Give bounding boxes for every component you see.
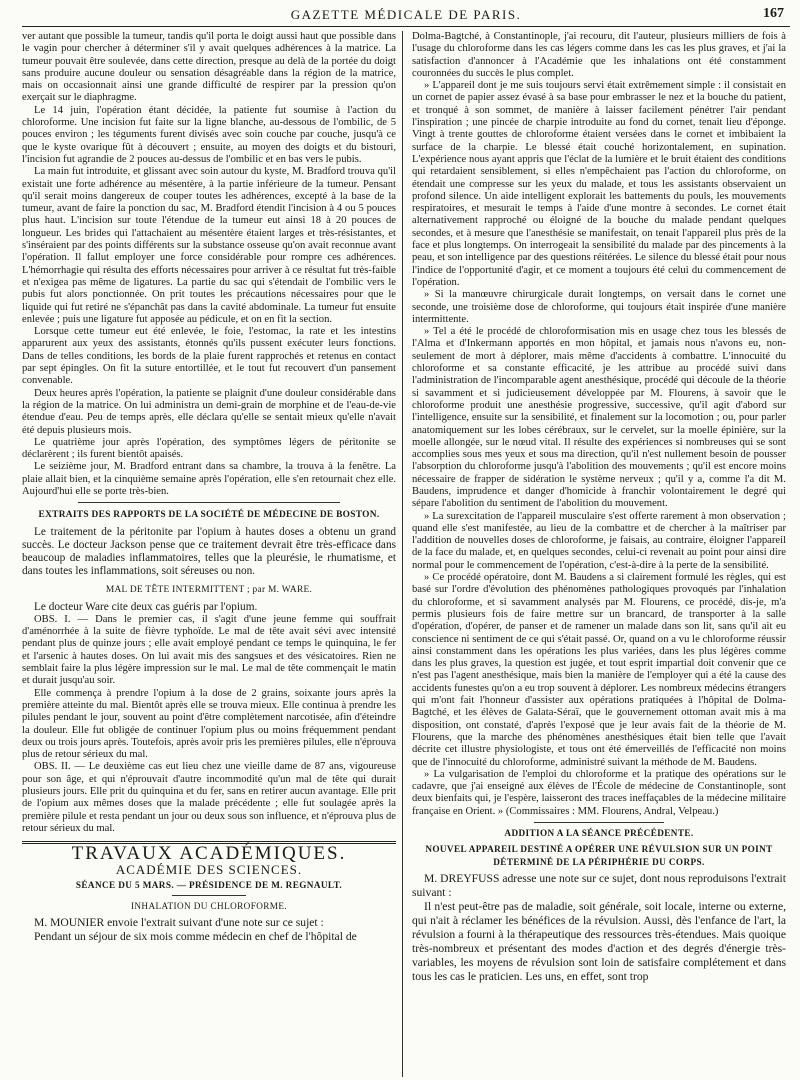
paragraph: Deux heures après l'opération, la patiente se plaignit d'une douleur considérable dans la région de la matrice. On lui administra un demi-grain de morphine et de l'eau-de-vie étendue d'eau. Peu de temps après, elle déclara qu'elle se sentait mieux qu'elle n'avait été depuis plusieurs mois.	[22, 387, 396, 436]
paragraph: Lorsque cette tumeur eut été enlevée, le foie, l'estomac, la rate et les intestins apparurent aux yeux des assistants, étonnés qu'ils pussent exécuter leurs fonctions. Dans de telles conditions, les bords de la plaie furent rapprochés et retenus en contact par sept épingles. On fit la suture entortillée, et le tout fut recouvert d'un pansement convenable.	[22, 326, 396, 387]
paragraph: » La vulgarisation de l'emploi du chloroforme et la pratique des opérations sur le cadavre, que j'ai enseigné aux élèves de l'École de médecine de Constantinople, sont deux bienfaits qui, je l'espère, laisseront des traces ineffaçables de la médecine militaire française en Orient. » (Commissaires : MM. Flourens, Andral, Velpeau.)	[412, 768, 786, 817]
paragraph: ver autant que possible la tumeur, tandis qu'il porta le doigt aussi haut que possible dans le vagin pour chercher à déterminer s'il y avait quelques adhérences à la matrice. La tumeur pouvait être soulevée, dans cette direction, presque au delà de la portée du doigt sans produire aucune douleur ou sensation désagréable dans la région de la matrice, mais on occasionnait ainsi une grande difficulté de respirer par la pression qu'on exerçait sur le diaphragme.	[22, 31, 396, 104]
paragraph: Le 14 juin, l'opération étant décidée, la patiente fut soumise à l'action du chloroforme. Une incision fut faite sur la ligne blanche, au-dessous de l'ombilic, de 5 pouces environ ; les téguments furent divisés avec soin couche par couche, jusqu'à ce que le kyste ovarique fût à découvert ; ensuite, au moyen des doigts et du bistouri, l'incision fut agrandie de 2 pouces au-dessus de l'ombilic et en bas vers le pubis.	[22, 104, 396, 165]
paragraph: » L'appareil dont je me suis toujours servi était extrêmement simple : il consistait en un cornet de papier assez évasé à sa base pour embrasser le nez et la bouche du patient, et tronqué à son sommet, de manière à laisser facilement pénétrer l'air pendant l'inspiration ; une pincée de charpie introduite au fond du cornet, tenait lieu d'éponge. Vingt à trente gouttes de chloroforme étaient versées dans le cornet et imbibaient la surface de la charpie. Le blessé était couché horizontalement, en supination. L'expérience nous ayant appris que l'éclat de la lumière et le bruit étaient des conditions qui retardaient sensiblement, si elles n'empêchaient pas l'action du chloroforme, on étendait une compresse sur les yeux du malade, et tous les assistants observaient un profond silence. Un aide intelligent explorait les battements du pouls, les mouvements respiratoires, et mesurait le temps à l'aide d'une montre à secondes. Le cornet était alternativement rapproché ou éloigné de la bouche du malade pendant quelques secondes, et à mesure que l'anesthésie se manifestait, on tenait l'appareil plus près de la face et plus longtemps. On interrogeait la sensibilité du malade par des pincements à la peau, et son intelligence par des questions réitérées. Le silence du blessé était pour nous l'indice de l'opportunité d'agir, et ce moment a toujours été celui du commencement de l'opération.	[412, 80, 786, 288]
observation-paragraph: Elle commença à prendre l'opium à la dose de 2 grains, soixante jours après la première atteinte du mal. Bientôt après elle se trouva mieux. Elle continua à prendre les pilules pendant le jour, souvent au point d'être complètement narcotisée, afin d'éteindre la douleur. Elle fut obligée de continuer l'opium plus ou moins fréquemment pendant deux ou trois jours après. Toutefois, après avoir pris les premières pilules, elle n'éprouva plus de retour sérieux du mal.	[22, 687, 397, 761]
paragraph: M. DREYFUSS adresse une note sur ce sujet, dont nous reproduisons l'extrait suivant :	[412, 871, 786, 899]
lead-paragraph: Le docteur Ware cite deux cas guéris par l'opium.	[34, 600, 258, 613]
academie-title: ACADÉMIE DES SCIENCES.	[115, 861, 303, 877]
right-column	[410, 31, 786, 1077]
paragraph: Le quatrième jour après l'opération, des symptômes légers de péritonite se déclarèrent ; ils furent bientôt apaisés.	[22, 436, 396, 461]
paragraph: Dolma-Bagtché, à Constantinople, j'ai recouru, dit l'auteur, plusieurs milliers de fois à l'usage du chloroforme dans les cas légers comme dans les cas les plus graves, et j'ai la satisfaction d'annoncer à l'Académie que les inhalations ont été constamment couronnées du succès le plus complet.	[412, 31, 786, 79]
column-rule	[402, 31, 403, 1077]
nouvel-appareil-heading: NOUVEL APPAREIL DESTINÉ A OPÉRER UNE RÉVULSION SUR UN POINT DÉTERMINÉ DE LA PÉRIPHÉRIE DU CORPS.	[425, 844, 773, 867]
paragraph: » La surexcitation de l'appareil musculaire s'est offerte rarement à mon observation ; quand elle s'est manifestée, au lieu de la combattre et de chercher à la maîtriser par l'addition de nouvelles doses de chloroforme, je faisais, au contraire, éloigner l'appareil de la face du malade, et, en quelques secondes, celui-ci revenait au point pour ainsi dire normal pour le commencement de l'opération, c'est-à-dire à la perte de la sensibilité.	[412, 510, 786, 571]
two-column-body	[22, 31, 790, 1077]
observation-paragraph: OBS. I. — Dans le premier cas, il s'agit d'une jeune femme qui souffrait d'aménorrhée à la suite de fièvre typhoïde. Le mal de tête avait sévi avec intensité pendant plus de quinze jours ; elle avait employé pendant ce temps le quinquina, le fer et l'arsenic à hautes doses. On lui avait mis des sangsues et des vésicatoires. Rien ne semblait faire la plus légère impression sur le mal. Le mal de tête commençait le matin et durait jusqu'au soir.	[22, 613, 396, 687]
travaux-title: TRAVAUX ACADÉMIQUES.	[71, 843, 347, 865]
divider	[534, 822, 665, 823]
paragraph: » Si la manœuvre chirurgicale durait longtemps, on versait dans le cornet une seconde, une troisième dose de chloroforme, qui toujours était inspirée d'une manière intermittente.	[412, 289, 786, 325]
lead-paragraph: Le traitement de la péritonite par l'opium à hautes doses a obtenu un grand succès. Le docteur Jackson pense que ce traitement devrait être très-efficace dans beaucoup de maladies inflammatoires, telles que la pleurésie, le rhumatisme, et dans toutes les inflammations, soit séreuses ou non.	[22, 525, 396, 578]
journal-title: GAZETTE MÉDICALE DE PARIS.	[290, 7, 522, 22]
paragraph: La main fut introduite, et glissant avec soin autour du kyste, M. Bradford trouva qu'il existait une forte adhérence au mésentère, à la partie inférieure de la tumeur. Pensant qu'il serait moins dangereux de couper toutes les adhérences, excepté à la base de la tumeur, avant de faire la ponction du sac, M. Bradford étendit l'incision à 4 ou 5 pouces plus haut. L'incision sur toute l'étendue de la tumeur eut ainsi 18 à 20 pouces de longueur. Les brides qui l'attachaient au mésentère étaient larges et très-résistantes, et s'inséraient par des points différents sur la substance osseuse qu'on avait reconnue avant l'opération. Il fallut employer une force considérable pour rompre ces adhérences. L'hémorrhagie qui résulta des efforts nécessaires pour arriver à ce résultat fut très-faible et n'exigea pas même de ligatures. La partie du sac qui s'étendait de l'ombilic vers le pubis fut alors ponctionnée. On prit toutes les précautions nécessaires pour que le liquide qui fut retiré ne s'épanchât pas dans la cavité abdominale. La tumeur fut ensuite enlevée ; puis une ligature fut apposée au pédicule, et on en fit la section.	[22, 166, 396, 325]
paragraph: Le seizième jour, M. Bradford entrant dans sa chambre, la trouva à la fenêtre. La plaie allait bien, et la cinquième semaine après l'opération, elle s'en retournait chez elle. Aujourd'hui elle se porte très-bien.	[22, 461, 396, 497]
paragraph: » Ce procédé opératoire, dont M. Baudens a si clairement formulé les règles, qui est basé sur l'ordre d'évolution des phénomènes pathologiques provoqués par l'inhalation du chloroforme, et si savamment analysés par M. Flourens, ce procédé, dis-je, m'a permis plusieurs fois de faire mettre sur un brancard, de transporter à la salle d'opération, d'opérer, de panser et de ramener un malade dans son lit, sans qu'il ait eu conscience ni sentiment de ce qui s'était passé. Or, quand on a vu le chloroforme réussir ainsi constamment dans les opérations les plus variées, dans les plus légères comme dans les plus graves, la question est jugée, et tout esprit impartial doit convenir que ce n'est pas l'agent anesthésique, mais bien la manière de l'employer qui a été la cause des accidents funestes qu'on a eu trop souvent à déplorer. Les nombreux médecins étrangers qui m'ont fait l'honneur d'assister aux opérations pratiquées à l'hôpital de Dolma-Bagtché, et les élèves de Galata-Séraï, que le gouvernement ottoman avait mis à ma disposition, ont constaté, d'après l'exposé que je leur avais fait de la théorie de M. Flourens, que la marche des phénomènes anesthésiques était bien telle que l'avait décrite cet illustre physiologiste, et tous ont été émerveillés de l'efficacité non moins que de l'innocuité du chloroforme, administré suivant la méthode de M. Baudens.	[412, 572, 786, 768]
seance-heading: SÉANCE DU 5 MARS. — PRÉSIDENCE DE M. REGNAULT.	[75, 879, 343, 890]
left-column	[22, 31, 402, 1077]
divider	[172, 895, 247, 896]
divider	[78, 502, 340, 503]
page-number: 167	[763, 6, 784, 21]
paragraph: Il n'est peut-être pas de maladie, soit générale, soit locale, interne ou externe, qui n'ait à réclamer les bénéfices de la révulsion. Aussi, dès l'enfance de l'art, la révulsion a fourni à la thérapeutique des ressources très-étendues. Mais quoique très-nombreux et présentant des modes d'action et des degrés d'énergie très-variables, les moyens de révulsion sont loin de satisfaire complétement et dans tous les cas le praticien. Les uns, en effet, sont trop	[412, 899, 786, 983]
paragraph: » Tel a été le procédé de chloroformisation mis en usage chez tous les blessés de l'Alma et d'Inkermann apportés en mon hôpital, et jamais nous n'avons eu, non-seulement de mort à déplorer, mais même d'accidents à combattre. L'innocuité du chloroforme et sa constante efficacité, je les attribue au procédé suivi dans l'administration de l'incomparable agent anesthésique, procédé qui découle de la théorie si savamment et si judicieusement développée par M. Flourens, à savoir que le chloroforme produit une anesthésie progressive, successive, qu'il agit d'abord sur l'intelligence, ensuite sur la sensibilité, et finalement sur la locomotion ; ou, pour parler anatomiquement sur les lobes cérébraux, sur le cervelet, sur la moelle épinière, sur la moelle allongée, sur le nœud vital. Il résulte des expériences si nombreuses qui se sont accomplies sous mes yeux et sous ma direction, qu'il n'est nullement besoin de pousser l'absorption du chloroforme jusqu'à l'abolition des mouvements ; qu'il est encore moins nécessaire de frapper de sidération le système nerveux ; qu'il y a, comme l'a dit M. Baudens, imprudence et danger d'homicide à franchir volontairement le degré qui sépare l'abolition du sentiment de l'abolition du mouvement.	[412, 326, 786, 510]
observation-paragraph: OBS. II. — Le deuxième cas eut lieu chez une vieille dame de 87 ans, vigoureuse pour son âge, et qui n'éprouvait d'autre incommodité qu'un mal de tête qui durait plusieurs jours. Elle prit du quinquina et du fer, sans en retirer aucun avantage. Elle prit de l'opium aux mêmes doses que la malade précédente ; elle fut soulagée après la première pilule et resta pendant un jour ou deux sous son influence, et n'éprouva plus de retour sérieux du mal.	[22, 761, 396, 834]
addition-heading: ADDITION A LA SÉANCE PRÉCÉDENTE.	[504, 828, 694, 838]
section-heading-boston: EXTRAITS DES RAPPORTS DE LA SOCIÉTÉ DE MÉDECINE DE BOSTON.	[38, 510, 380, 521]
running-head	[22, 4, 790, 27]
paragraph: Pendant un séjour de six mois comme médecin en chef de l'hôpital de	[34, 930, 357, 944]
section-heading-headache: MAL DE TÊTE INTERMITTENT ; par M. WARE.	[105, 585, 313, 596]
inhalation-heading: INHALATION DU CHLOROFORME.	[130, 901, 288, 912]
paragraph: M. MOUNIER envoie l'extrait suivant d'une note sur ce sujet :	[34, 916, 324, 930]
